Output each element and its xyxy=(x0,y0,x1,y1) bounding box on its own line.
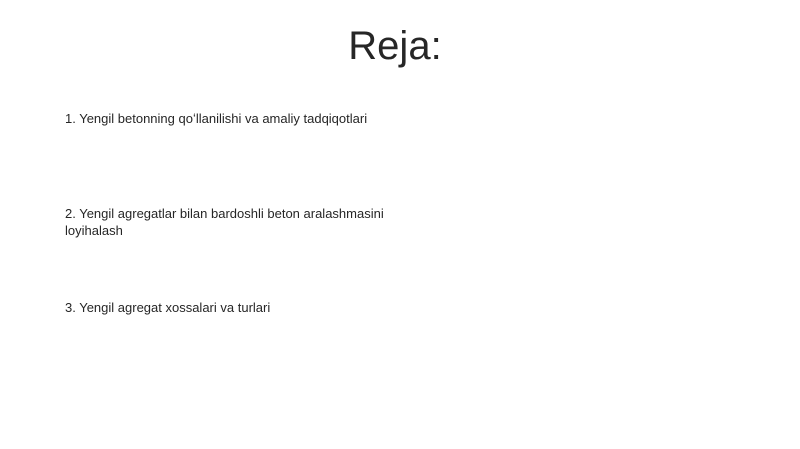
plan-item-1: 1. Yengil betonning qoʻllanilishi va amaliy tadqiqotlari xyxy=(65,111,368,126)
plan-item-3: 3. Yengil agregat xossalari va turlari xyxy=(65,300,271,315)
slide-title: Reja: xyxy=(348,24,442,68)
plan-item-2: 2. Yengil agregatlar bilan bardoshli beton aralashmasini loyihalash xyxy=(65,206,384,238)
